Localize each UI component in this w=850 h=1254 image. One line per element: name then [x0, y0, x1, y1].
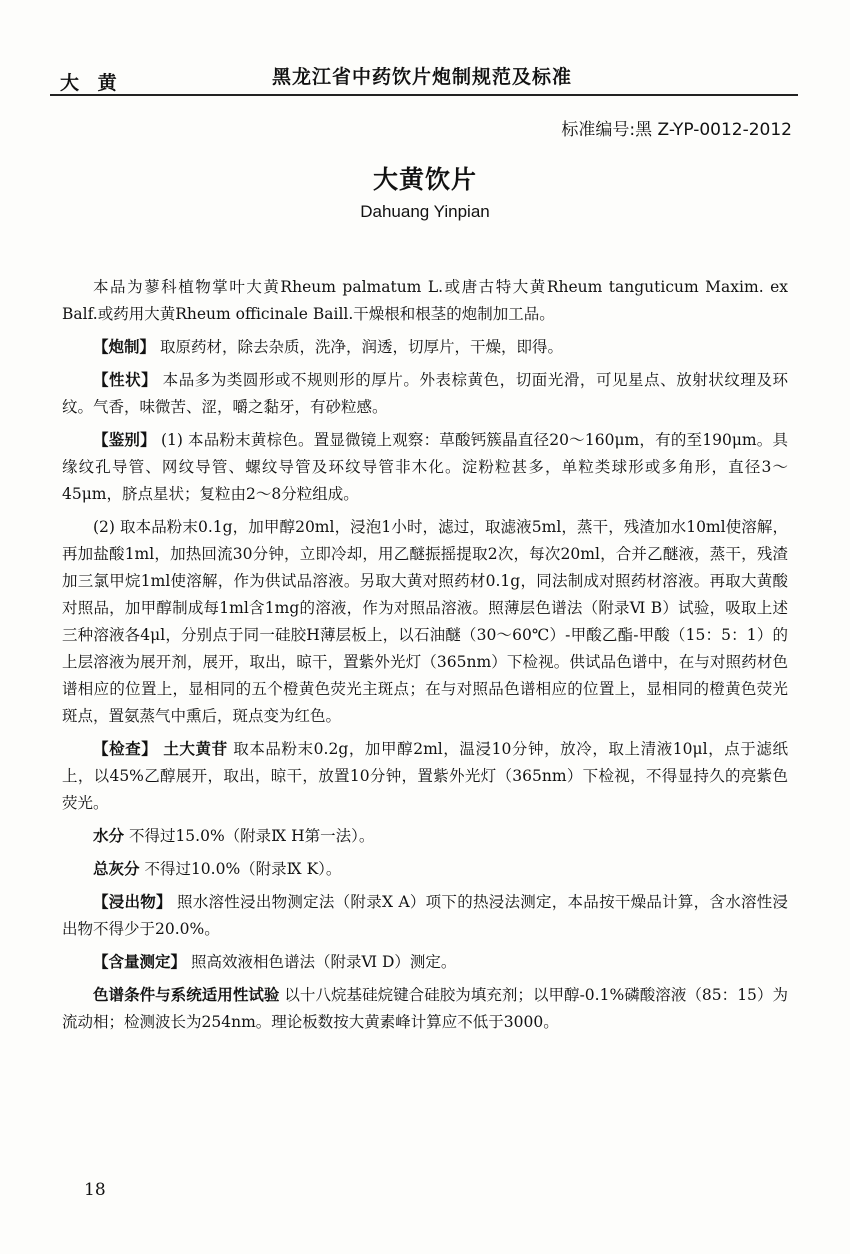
paozhi-section — [62, 334, 788, 361]
subsection-label: 总灰分 — [93, 860, 140, 878]
page-subtitle: Dahuang Yinpian — [360, 202, 490, 221]
section-text: 取本品粉末0.2g，加甲醇2ml，温浸10分钟，放冷，取上清液10μl，点于滤纸上，以45%乙醇展开，取出，晾干，放置10分钟，置紫外光灯（365nm）下检视，不得显持久的亮紫色荧光。 — [62, 740, 788, 812]
section-text: 以十八烷基硅烷键合硅胶为填充剂；以甲醇-0.1%磷酸溶液（85：15）为流动相；检测波长为254nm。理论板数按大黄素峰计算应不低于3000。 — [62, 986, 788, 1031]
sepu-item — [62, 982, 788, 1036]
intro-paragraph: 本品为蓼科植物掌叶大黄Rheum palmatum L.或唐古特大黄Rheum tanguticum Maxim. ex Balf.或药用大黄Rheum officinale Baill.干燥根和根茎的炮制加工品。 — [62, 278, 788, 323]
jianbie-section — [62, 427, 788, 508]
section-label: 【炮制】 — [93, 338, 156, 356]
section-text: 本品多为类圆形或不规则形的厚片。外表棕黄色，切面光滑，可见星点、放射状纹理及环纹。气香，味微苦、涩，嚼之黏牙，有砂粒感。 — [62, 371, 788, 416]
section-label: 【含量测定】 — [93, 953, 187, 971]
jinchuwu-section — [62, 889, 788, 943]
section-text: (1) 本品粉末黄棕色。置显微镜上观察：草酸钙簇晶直径20～160μm，有的至190μm。具缘纹孔导管、网纹导管、螺纹导管及环纹导管非木化。淀粉粒甚多，单粒类球形或多角形，直径3～45μm，脐点星状；复粒由2～8分粒组成。 — [62, 431, 788, 503]
running-header-title: 黑龙江省中药饮片炮制规范及标准 — [272, 66, 573, 88]
subsection-label: 土大黄苷 — [157, 740, 228, 758]
page-number: 18 — [84, 1180, 106, 1200]
section-text: 不得过10.0%（附录Ⅸ K）。 — [139, 860, 342, 878]
section-text: 不得过15.0%（附录Ⅸ H第一法）。 — [124, 827, 375, 845]
jiancha-section — [62, 736, 788, 817]
section-label: 【浸出物】 — [93, 893, 172, 911]
shuifen-item — [62, 823, 788, 850]
document-body — [62, 274, 788, 1042]
zonghuifen-item — [62, 856, 788, 883]
standard-number: 标准编号:黑 Z-YP-0012-2012 — [561, 120, 792, 140]
running-header-left: 大 黄 — [60, 72, 123, 94]
header-rule — [50, 94, 798, 96]
section-label: 【检查】 — [93, 740, 158, 758]
xingzhuang-section — [62, 367, 788, 421]
jianbie-paragraph-2: (2) 取本品粉末0.1g，加甲醇20ml，浸泡1小时，滤过，取滤液5ml，蒸干，残渣加水10ml使溶解，再加盐酸1ml，加热回流30分钟，立即冷却，用乙醚振摇提取2次，每次20ml，合并乙醚液，蒸干，残渣加三氯甲烷1ml使溶解，作为供试品溶液。另取大黄对照药材0.1g，同法制成对照药材溶液。再取大黄酸对照品，加甲醇制成每1ml含1mg的溶液，作为对照品溶液。照薄层色谱法（附录Ⅵ B）试验，吸取上述三种溶液各4μl，分别点于同一硅胶H薄层板上，以石油醚（30～60℃）-甲酸乙酯-甲酸（15：5：1）的上层溶液为展开剂，展开，取出，晾干，置紫外光灯（365nm）下检视。供试品色谱中，在与对照药材色谱相应的位置上，显相同的五个橙黄色荧光主斑点；在与对照品色谱相应的位置上，显相同的橙黄色荧光斑点，置氨蒸气中熏后，斑点变为红色。 — [62, 518, 788, 725]
section-text: 取原药材，除去杂质，洗净，润透，切厚片，干燥，即得。 — [155, 338, 563, 356]
hanliang-section — [62, 949, 788, 976]
section-text: 照水溶性浸出物测定法（附录Ⅹ A）项下的热浸法测定，本品按干燥品计算，含水溶性浸出物不得少于20.0%。 — [62, 893, 788, 938]
page-title: 大黄饮片 — [372, 165, 477, 194]
subsection-label: 水分 — [93, 827, 125, 845]
subsection-label: 色谱条件与系统适用性试验 — [93, 986, 280, 1004]
section-label: 【性状】 — [93, 371, 158, 389]
section-label: 【鉴别】 — [93, 431, 156, 449]
section-text: 照高效液相色谱法（附录Ⅵ D）测定。 — [186, 953, 457, 971]
